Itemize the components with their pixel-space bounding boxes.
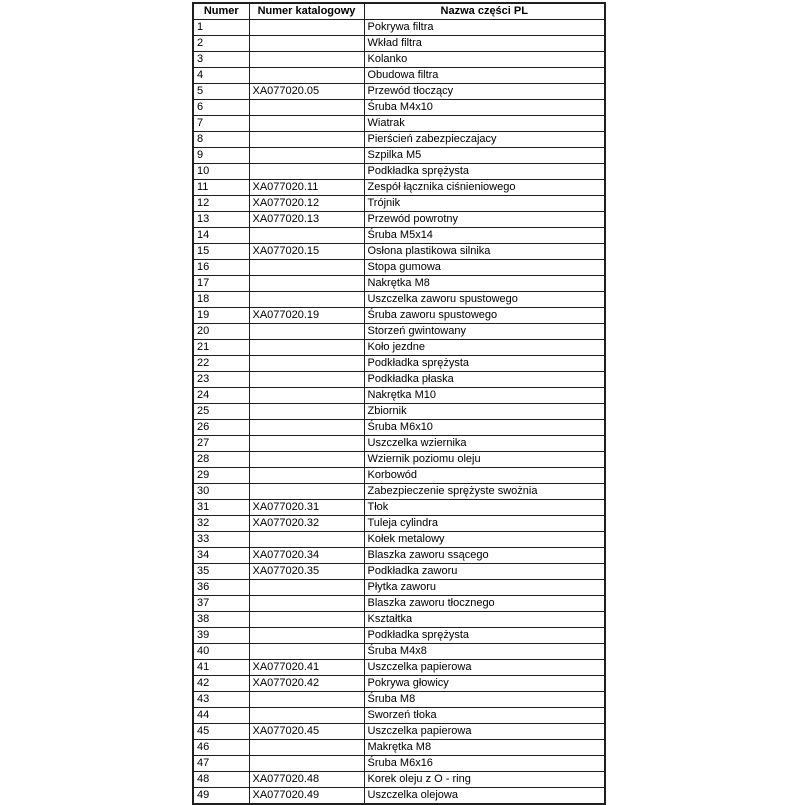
cell-nazwa-czesci: Podkładka sprężysta <box>364 356 605 372</box>
cell-nazwa-czesci: Uszczelka papierowa <box>364 660 605 676</box>
cell-numer-katalogowy <box>249 484 364 500</box>
table-row <box>193 660 605 676</box>
cell-nazwa-czesci: Śruba M8 <box>364 692 605 708</box>
cell-nazwa-czesci: Stopa gumowa <box>364 260 605 276</box>
cell-numer: 47 <box>193 756 249 772</box>
table-row <box>193 484 605 500</box>
cell-nazwa-czesci: Podkładka sprężysta <box>364 164 605 180</box>
table-row <box>193 676 605 692</box>
cell-numer: 6 <box>193 100 249 116</box>
cell-numer-katalogowy <box>249 452 364 468</box>
column-header-nazwa-czesci-pl: Nazwa części PL <box>364 3 605 20</box>
cell-nazwa-czesci: Sworzeń tłoka <box>364 708 605 724</box>
cell-numer: 35 <box>193 564 249 580</box>
table-row <box>193 68 605 84</box>
cell-numer-katalogowy <box>249 532 364 548</box>
cell-numer: 7 <box>193 116 249 132</box>
cell-numer-katalogowy <box>249 708 364 724</box>
table-row <box>193 356 605 372</box>
cell-numer: 28 <box>193 452 249 468</box>
table-row <box>193 196 605 212</box>
cell-numer-katalogowy <box>249 132 364 148</box>
cell-numer-katalogowy: XA077020.49 <box>249 788 364 805</box>
column-header-numer: Numer <box>193 3 249 20</box>
cell-numer-katalogowy: XA077020.31 <box>249 500 364 516</box>
table-row <box>193 468 605 484</box>
cell-numer-katalogowy <box>249 580 364 596</box>
cell-numer-katalogowy: XA077020.41 <box>249 660 364 676</box>
cell-numer: 34 <box>193 548 249 564</box>
cell-numer-katalogowy <box>249 340 364 356</box>
cell-nazwa-czesci: Pokrywa filtra <box>364 20 605 36</box>
cell-numer: 4 <box>193 68 249 84</box>
cell-numer-katalogowy <box>249 356 364 372</box>
column-header-numer-katalogowy: Numer katalogowy <box>249 3 364 20</box>
cell-numer: 41 <box>193 660 249 676</box>
cell-numer-katalogowy: XA077020.05 <box>249 84 364 100</box>
cell-nazwa-czesci: Storzeń gwintowany <box>364 324 605 340</box>
cell-nazwa-czesci: Osłona plastikowa silnika <box>364 244 605 260</box>
table-row <box>193 436 605 452</box>
cell-nazwa-czesci: Makrętka M8 <box>364 740 605 756</box>
cell-nazwa-czesci: Pokrywa głowicy <box>364 676 605 692</box>
cell-numer-katalogowy <box>249 68 364 84</box>
cell-numer-katalogowy <box>249 100 364 116</box>
cell-nazwa-czesci: Nakrętka M10 <box>364 388 605 404</box>
cell-numer: 48 <box>193 772 249 788</box>
cell-numer: 25 <box>193 404 249 420</box>
cell-nazwa-czesci: Szpilka M5 <box>364 148 605 164</box>
cell-numer-katalogowy: XA077020.32 <box>249 516 364 532</box>
cell-numer-katalogowy <box>249 612 364 628</box>
cell-numer-katalogowy <box>249 228 364 244</box>
cell-numer-katalogowy <box>249 36 364 52</box>
table-row <box>193 564 605 580</box>
cell-numer: 1 <box>193 20 249 36</box>
table-row <box>193 340 605 356</box>
cell-nazwa-czesci: Płytka zaworu <box>364 580 605 596</box>
cell-numer: 38 <box>193 612 249 628</box>
table-row <box>193 308 605 324</box>
cell-numer: 14 <box>193 228 249 244</box>
cell-numer-katalogowy <box>249 388 364 404</box>
table-row <box>193 36 605 52</box>
table-row <box>193 516 605 532</box>
cell-numer-katalogowy: XA077020.13 <box>249 212 364 228</box>
table-row <box>193 612 605 628</box>
cell-numer-katalogowy <box>249 260 364 276</box>
cell-numer: 39 <box>193 628 249 644</box>
cell-numer: 26 <box>193 420 249 436</box>
cell-numer-katalogowy <box>249 628 364 644</box>
table-row <box>193 708 605 724</box>
cell-numer-katalogowy <box>249 740 364 756</box>
cell-numer: 43 <box>193 692 249 708</box>
cell-numer: 22 <box>193 356 249 372</box>
cell-numer: 40 <box>193 644 249 660</box>
cell-numer-katalogowy <box>249 372 364 388</box>
table-row <box>193 324 605 340</box>
cell-nazwa-czesci: Podkładka sprężysta <box>364 628 605 644</box>
cell-numer: 15 <box>193 244 249 260</box>
cell-numer: 42 <box>193 676 249 692</box>
table-row <box>193 548 605 564</box>
cell-nazwa-czesci: Uszczelka zaworu spustowego <box>364 292 605 308</box>
cell-numer-katalogowy <box>249 404 364 420</box>
cell-numer-katalogowy <box>249 116 364 132</box>
cell-numer-katalogowy <box>249 20 364 36</box>
cell-numer: 30 <box>193 484 249 500</box>
table-row <box>193 580 605 596</box>
cell-numer: 24 <box>193 388 249 404</box>
cell-nazwa-czesci: Trójnik <box>364 196 605 212</box>
table-row <box>193 452 605 468</box>
cell-numer-katalogowy <box>249 148 364 164</box>
cell-nazwa-czesci: Śruba M4x10 <box>364 100 605 116</box>
cell-numer-katalogowy: XA077020.48 <box>249 772 364 788</box>
cell-nazwa-czesci: Śruba zaworu spustowego <box>364 308 605 324</box>
cell-numer: 11 <box>193 180 249 196</box>
table-row <box>193 260 605 276</box>
cell-numer-katalogowy <box>249 276 364 292</box>
cell-numer: 12 <box>193 196 249 212</box>
cell-nazwa-czesci: Zabezpieczenie sprężyste swożnia <box>364 484 605 500</box>
cell-nazwa-czesci: Pierścień zabezpieczajacy <box>364 132 605 148</box>
table-row <box>193 756 605 772</box>
table-row <box>193 788 605 805</box>
cell-numer: 16 <box>193 260 249 276</box>
cell-numer: 33 <box>193 532 249 548</box>
cell-numer: 36 <box>193 580 249 596</box>
table-body <box>193 20 605 805</box>
cell-numer-katalogowy <box>249 292 364 308</box>
cell-nazwa-czesci: Koło jezdne <box>364 340 605 356</box>
cell-nazwa-czesci: Wiatrak <box>364 116 605 132</box>
cell-numer: 10 <box>193 164 249 180</box>
cell-nazwa-czesci: Śruba M5x14 <box>364 228 605 244</box>
table-row <box>193 772 605 788</box>
table-row <box>193 132 605 148</box>
cell-nazwa-czesci: Korbowód <box>364 468 605 484</box>
table-row <box>193 100 605 116</box>
cell-nazwa-czesci: Tłok <box>364 500 605 516</box>
parts-table <box>192 2 606 805</box>
cell-numer-katalogowy <box>249 692 364 708</box>
cell-nazwa-czesci: Zbiornik <box>364 404 605 420</box>
table-row <box>193 148 605 164</box>
cell-numer: 8 <box>193 132 249 148</box>
table-row <box>193 532 605 548</box>
cell-nazwa-czesci: Śruba M6x10 <box>364 420 605 436</box>
table-row <box>193 180 605 196</box>
table-row <box>193 20 605 36</box>
cell-numer: 20 <box>193 324 249 340</box>
cell-nazwa-czesci: Zespół łącznika ciśnieniowego <box>364 180 605 196</box>
cell-numer: 2 <box>193 36 249 52</box>
cell-numer-katalogowy: XA077020.35 <box>249 564 364 580</box>
cell-nazwa-czesci: Kolanko <box>364 52 605 68</box>
table-row <box>193 420 605 436</box>
cell-numer: 3 <box>193 52 249 68</box>
cell-numer-katalogowy: XA077020.34 <box>249 548 364 564</box>
table-row <box>193 500 605 516</box>
cell-numer: 18 <box>193 292 249 308</box>
cell-numer-katalogowy <box>249 756 364 772</box>
cell-nazwa-czesci: Kształtka <box>364 612 605 628</box>
cell-numer: 46 <box>193 740 249 756</box>
cell-nazwa-czesci: Przewód powrotny <box>364 212 605 228</box>
table-row <box>193 164 605 180</box>
cell-numer-katalogowy <box>249 468 364 484</box>
table-row <box>193 692 605 708</box>
cell-nazwa-czesci: Obudowa filtra <box>364 68 605 84</box>
cell-nazwa-czesci: Podkładka płaska <box>364 372 605 388</box>
cell-nazwa-czesci: Śruba M6x16 <box>364 756 605 772</box>
cell-nazwa-czesci: Kołek metalowy <box>364 532 605 548</box>
cell-numer: 13 <box>193 212 249 228</box>
table-row <box>193 244 605 260</box>
table-row <box>193 388 605 404</box>
table-header-row <box>193 3 605 20</box>
cell-nazwa-czesci: Wziernik poziomu oleju <box>364 452 605 468</box>
cell-nazwa-czesci: Blaszka zaworu ssącego <box>364 548 605 564</box>
cell-numer-katalogowy <box>249 596 364 612</box>
table-row <box>193 228 605 244</box>
cell-numer: 27 <box>193 436 249 452</box>
table-row <box>193 212 605 228</box>
cell-nazwa-czesci: Wkład filtra <box>364 36 605 52</box>
cell-numer: 19 <box>193 308 249 324</box>
cell-numer-katalogowy <box>249 644 364 660</box>
cell-numer: 37 <box>193 596 249 612</box>
cell-nazwa-czesci: Nakrętka M8 <box>364 276 605 292</box>
table-row <box>193 404 605 420</box>
cell-numer: 31 <box>193 500 249 516</box>
table-row <box>193 628 605 644</box>
table-row <box>193 644 605 660</box>
cell-nazwa-czesci: Uszczelka olejowa <box>364 788 605 805</box>
cell-numer: 9 <box>193 148 249 164</box>
cell-nazwa-czesci: Śruba M4x8 <box>364 644 605 660</box>
cell-nazwa-czesci: Blaszka zaworu tłocznego <box>364 596 605 612</box>
cell-nazwa-czesci: Uszczelka papierowa <box>364 724 605 740</box>
cell-nazwa-czesci: Przewód tłoczący <box>364 84 605 100</box>
cell-numer-katalogowy <box>249 436 364 452</box>
table-row <box>193 596 605 612</box>
cell-numer-katalogowy <box>249 324 364 340</box>
cell-numer: 44 <box>193 708 249 724</box>
cell-numer: 21 <box>193 340 249 356</box>
cell-nazwa-czesci: Uszczelka wziernika <box>364 436 605 452</box>
cell-numer-katalogowy <box>249 164 364 180</box>
cell-nazwa-czesci: Korek oleju z O - ring <box>364 772 605 788</box>
cell-numer-katalogowy <box>249 52 364 68</box>
table-row <box>193 84 605 100</box>
table-row <box>193 292 605 308</box>
cell-numer: 17 <box>193 276 249 292</box>
cell-numer-katalogowy: XA077020.42 <box>249 676 364 692</box>
cell-numer-katalogowy: XA077020.15 <box>249 244 364 260</box>
cell-numer-katalogowy: XA077020.12 <box>249 196 364 212</box>
cell-numer: 32 <box>193 516 249 532</box>
cell-numer: 45 <box>193 724 249 740</box>
cell-numer: 23 <box>193 372 249 388</box>
table-row <box>193 52 605 68</box>
table-row <box>193 116 605 132</box>
table-row <box>193 276 605 292</box>
table-row <box>193 740 605 756</box>
cell-nazwa-czesci: Podkładka zaworu <box>364 564 605 580</box>
table-row <box>193 372 605 388</box>
cell-numer: 29 <box>193 468 249 484</box>
cell-numer: 49 <box>193 788 249 805</box>
table-row <box>193 724 605 740</box>
cell-numer-katalogowy: XA077020.45 <box>249 724 364 740</box>
cell-nazwa-czesci: Tuleja cylindra <box>364 516 605 532</box>
cell-numer-katalogowy: XA077020.11 <box>249 180 364 196</box>
cell-numer: 5 <box>193 84 249 100</box>
cell-numer-katalogowy: XA077020.19 <box>249 308 364 324</box>
cell-numer-katalogowy <box>249 420 364 436</box>
